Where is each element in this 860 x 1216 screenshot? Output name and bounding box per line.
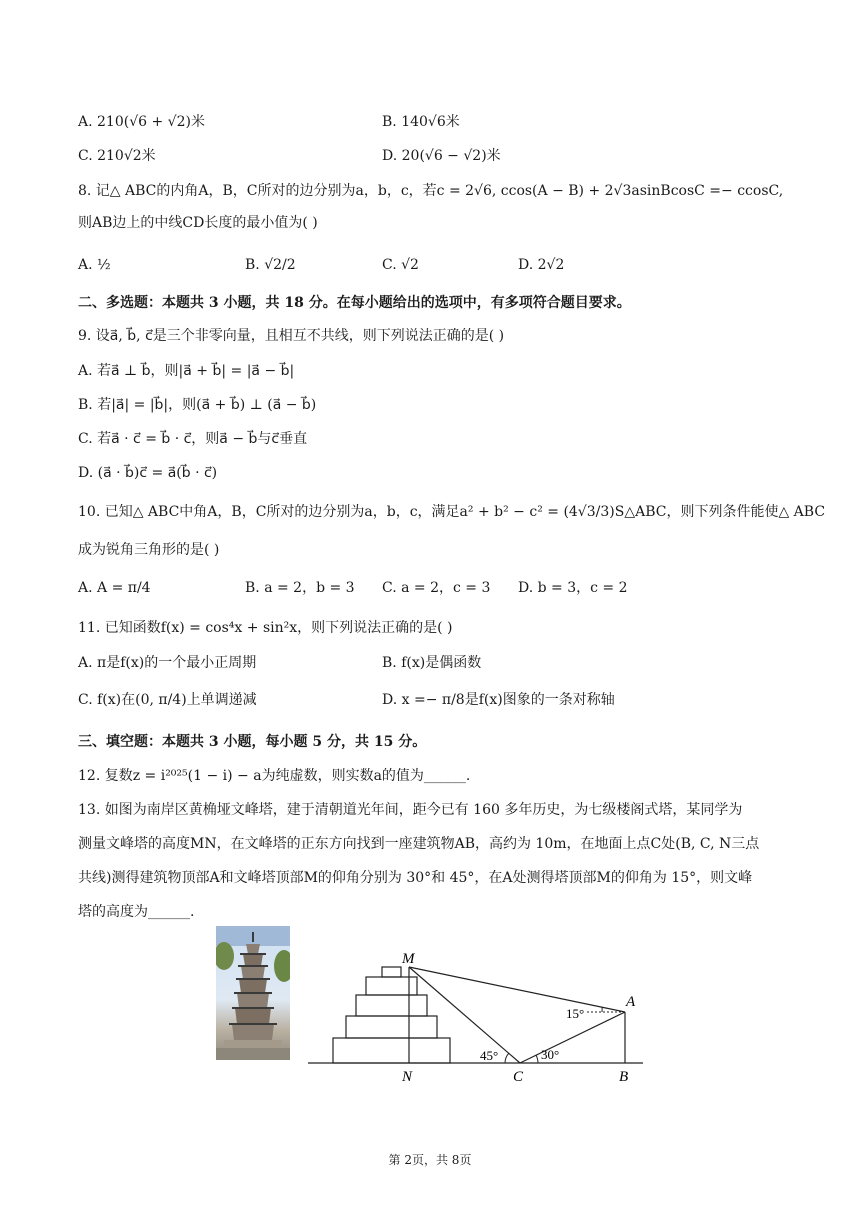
q10-stem-line1: 10. 已知△ ABC中角A，B，C所对的边分别为a，b，c，满足a² + b² − c² = (4√3/3)S△ABC，则下列条件能使△ ABC [78,504,826,520]
q11-option-b: B. f(x)是偶函数 [382,655,482,671]
q9-option-a: A. 若a⃗ ⊥ b⃗，则|a⃗ + b⃗| = |a⃗ − b⃗| [78,363,295,379]
q10-option-d: D. b = 3，c = 2 [518,580,628,596]
segment-ma [409,967,625,1012]
pagoda-photo [216,926,290,1060]
q8-option-b: B. √2/2 [245,257,296,273]
segment-mc [409,967,520,1063]
angle-45-label: 45° [480,1048,499,1063]
q13-stem-line4: 塔的高度为______. [78,904,195,920]
q9-option-d: D. (a⃗ · b⃗)c⃗ = a⃗(b⃗ · c⃗) [78,465,218,481]
q8-stem-line2: 则AB边上的中线CD长度的最小值为( ) [78,215,318,231]
q13-stem-line2: 测量文峰塔的高度MN，在文峰塔的正东方向找到一座建筑物AB，高约为 10m，在地面上点C处(B, C, N三点 [78,836,760,852]
q9-option-b: B. 若|a⃗| = |b⃗|，则(a⃗ + b⃗) ⊥ (a⃗ − b⃗) [78,397,317,413]
arc-30 [536,1055,538,1063]
q7-option-c: C. 210√2米 [78,148,156,164]
section-2-heading: 二、多选题：本题共 3 小题，共 18 分。在每小题给出的选项中，有多项符合题目要求。 [78,295,631,311]
q7-option-d: D. 20(√6 − √2)米 [382,148,501,164]
q11-option-a: A. π是f(x)的一个最小正周期 [78,655,257,671]
q13-stem-line1: 13. 如图为南岸区黄桷垭文峰塔，建于清朝道光年间，距今已有 160 多年历史，为七级楼阁式塔，某同学为 [78,802,743,818]
label-b: B [619,1069,629,1085]
angle-30-label: 30° [541,1047,560,1062]
q9-stem: 9. 设a⃗, b⃗, c⃗是三个非零向量，且相互不共线，则下列说法正确的是( ) [78,328,505,344]
q7-option-b: B. 140√6米 [382,114,460,130]
section-3-heading: 三、填空题：本题共 3 小题，每小题 5 分，共 15 分。 [78,734,427,750]
label-m: M [402,951,415,967]
q13-stem-line3: 共线)测得建筑物顶部A和文峰塔顶部M的仰角分别为 30°和 45°，在A处测得塔顶部M的仰角为 15°，则文峰 [78,870,753,886]
label-a: A [626,994,636,1010]
label-c: C [513,1069,524,1085]
q10-stem-line2: 成为锐角三角形的是( ) [78,542,220,558]
pagoda-diagram [300,940,650,1090]
q11-stem: 11. 已知函数f(x) = cos⁴x + sin²x，则下列说法正确的是( ) [78,620,453,636]
q8-option-d: D. 2√2 [518,257,565,273]
q10-option-a: A. A = π/4 [78,580,151,596]
page-footer: 第 2页，共 8页 [388,1153,472,1167]
angle-15-label: 15° [566,1006,585,1021]
arc-45 [505,1053,509,1063]
q8-option-a: A. ½ [78,257,111,273]
q8-option-c: C. √2 [382,257,419,273]
q10-option-b: B. a = 2，b = 3 [245,580,355,596]
q8-stem-line1: 8. 记△ ABC的内角A，B，C所对的边分别为a，b，c，若c = 2√6, ccos(A − B) + 2√3asinBcosC =− ccosC, [78,183,784,199]
q10-option-c: C. a = 2，c = 3 [382,580,491,596]
q11-option-c: C. f(x)在(0, π/4)上单调递减 [78,692,257,708]
q7-option-a: A. 210(√6 + √2)米 [78,114,205,130]
pagoda-outline [333,967,450,1063]
q11-option-d: D. x =− π/8是f(x)图象的一条对称轴 [382,692,615,708]
q12-stem: 12. 复数z = i²⁰²⁵(1 − i) − a为纯虚数，则实数a的值为______. [78,768,471,784]
q9-option-c: C. 若a⃗ · c⃗ = b⃗ · c⃗，则a⃗ − b⃗与c⃗垂直 [78,431,308,447]
label-n: N [402,1069,413,1085]
